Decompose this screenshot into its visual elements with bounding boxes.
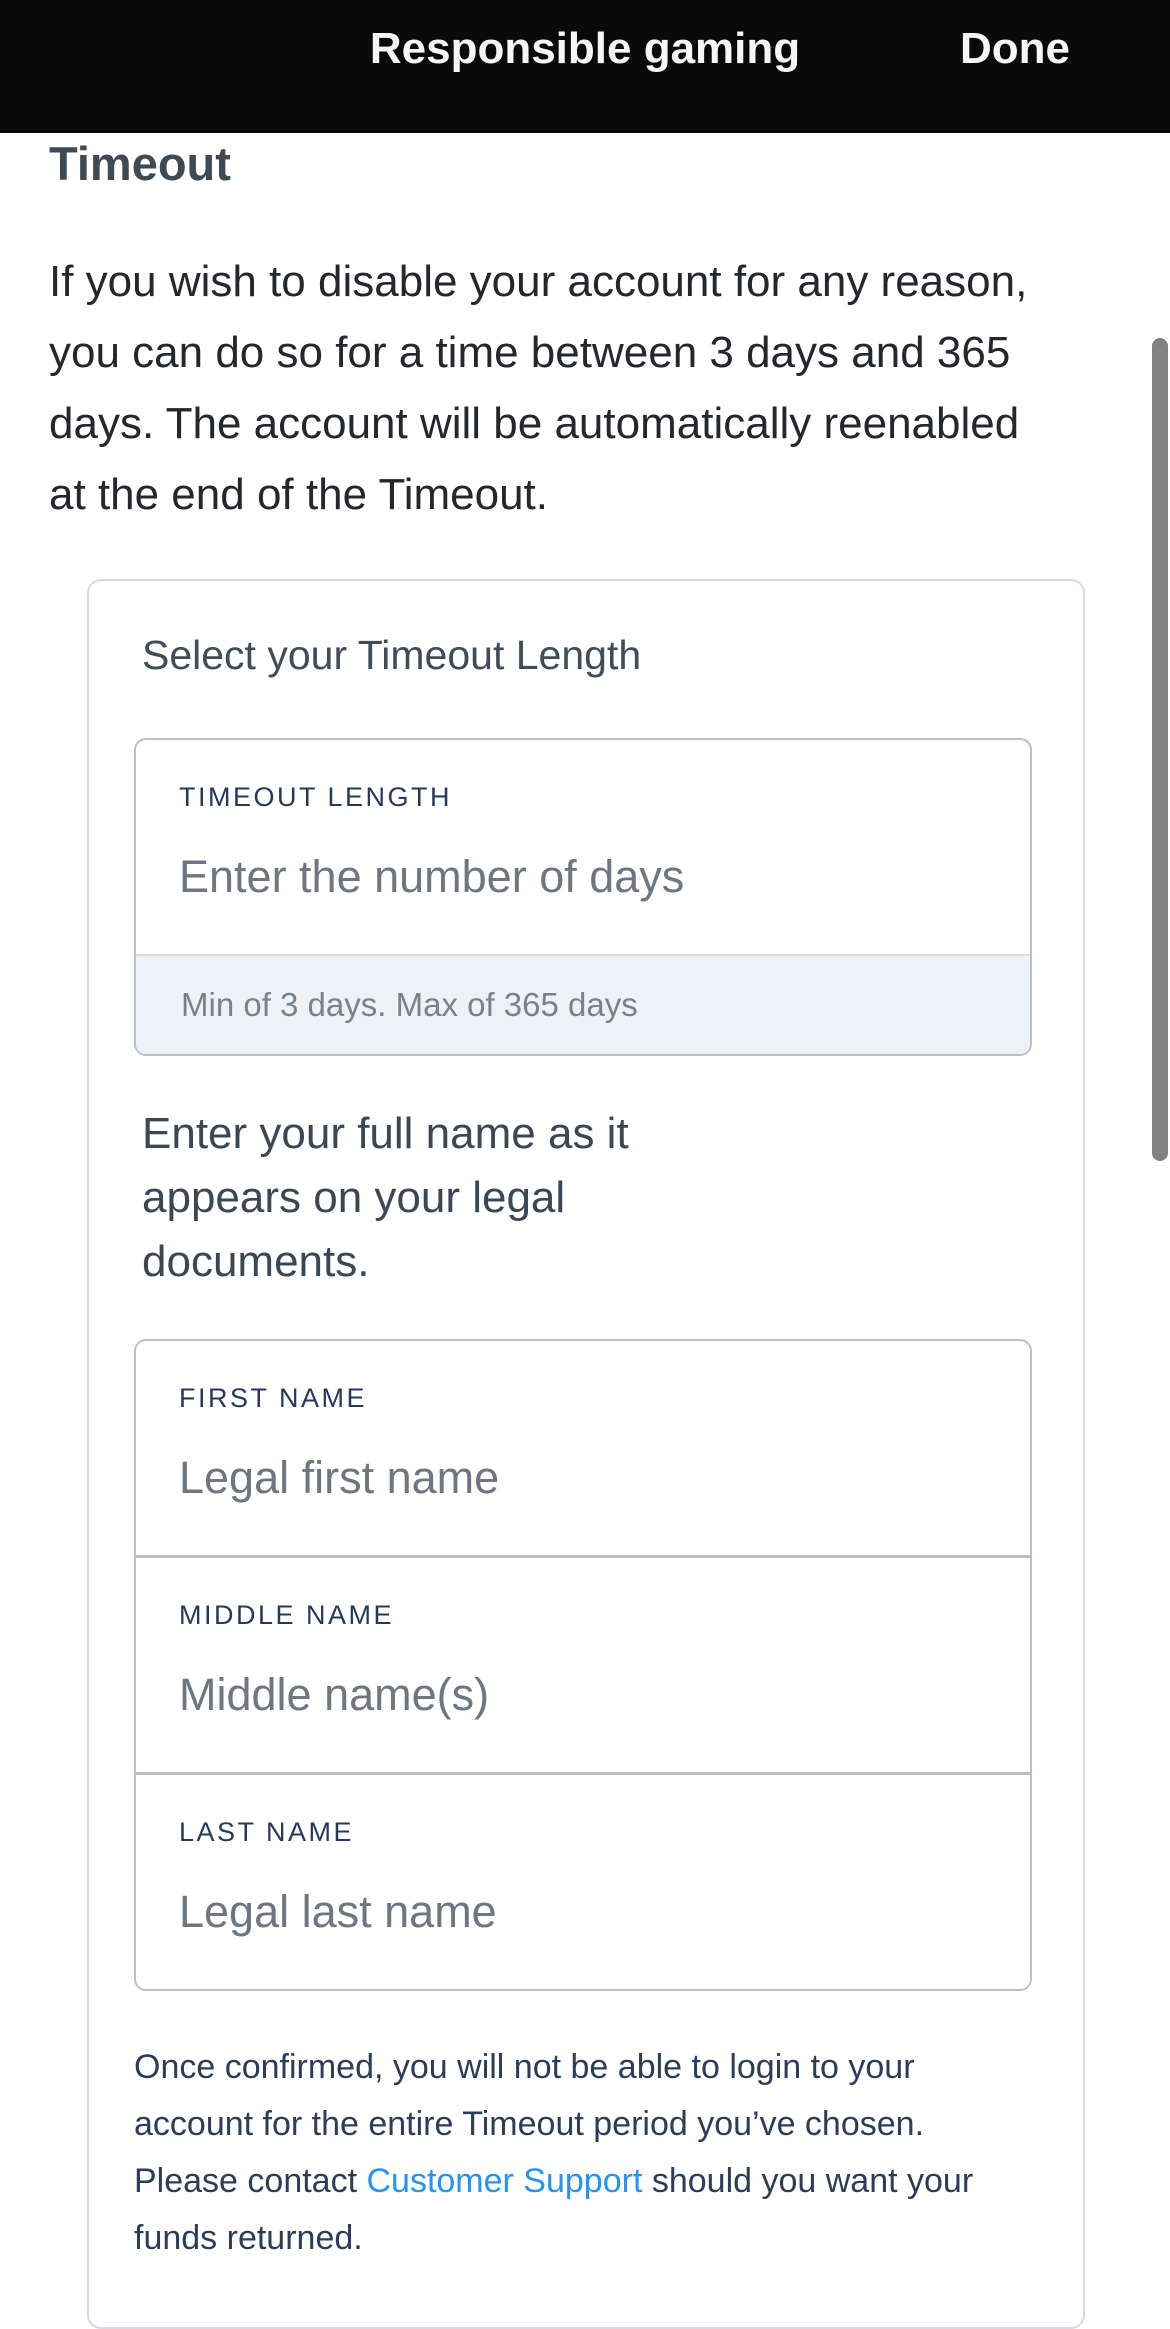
middle-name-label: MIDDLE NAME (179, 1600, 395, 1630)
section-title: Select your Timeout Length (142, 632, 642, 678)
middle-name-row[interactable] (136, 1555, 1030, 1772)
intro-line: you can do so for a time between 3 days and 365 (49, 328, 1011, 377)
name-instruction-line: Enter your full name as it (142, 1109, 629, 1158)
timeout-length-label: TIMEOUT LENGTH (179, 782, 453, 812)
disclaimer-line (134, 2153, 1038, 2210)
name-instruction-line: appears on your legal (142, 1173, 566, 1222)
first-name-row[interactable] (136, 1341, 1030, 1555)
disclaimer-line: Once confirmed, you will not be able to login to your (134, 2048, 915, 2086)
first-name-label: FIRST NAME (179, 1383, 368, 1413)
timeout-form-card (87, 579, 1085, 2329)
timeout-length-field-group (134, 738, 1032, 1056)
disclaimer-line: funds returned. (134, 2219, 363, 2257)
intro-line: at the end of the Timeout. (49, 470, 548, 519)
intro-line: days. The account will be automatically reenabled (49, 399, 1020, 448)
nav-bar (0, 0, 1170, 133)
name-instruction-line: documents. (142, 1237, 370, 1286)
name-instruction (142, 1102, 1038, 1294)
first-name-input[interactable] (179, 1449, 987, 1507)
intro-line: If you wish to disable your account for any reason, (49, 257, 1028, 306)
last-name-row[interactable] (136, 1772, 1030, 1989)
timeout-length-input[interactable] (179, 848, 987, 906)
page-heading: Timeout (49, 137, 231, 190)
last-name-input[interactable] (179, 1883, 987, 1941)
last-name-label: LAST NAME (179, 1817, 355, 1847)
done-button[interactable]: Done (960, 22, 1070, 76)
middle-name-input[interactable] (179, 1666, 987, 1724)
timeout-length-row[interactable] (136, 740, 1030, 954)
nav-title: Responsible gaming (369, 24, 801, 73)
intro-paragraph (49, 246, 1170, 530)
disclaimer-text: Please contact (134, 2162, 367, 2200)
disclaimer-text: should you want your (642, 2162, 974, 2200)
disclaimer-line: account for the entire Timeout period you’ve chosen. (134, 2105, 925, 2143)
customer-support-link[interactable]: Customer Support (366, 2162, 643, 2200)
name-fields-group (134, 1339, 1032, 1991)
helper-text: Min of 3 days. Max of 365 days (181, 986, 638, 1023)
timeout-length-helper (136, 954, 1030, 1054)
disclaimer (134, 2039, 1038, 2267)
scrollbar-thumb[interactable] (1152, 338, 1168, 1161)
